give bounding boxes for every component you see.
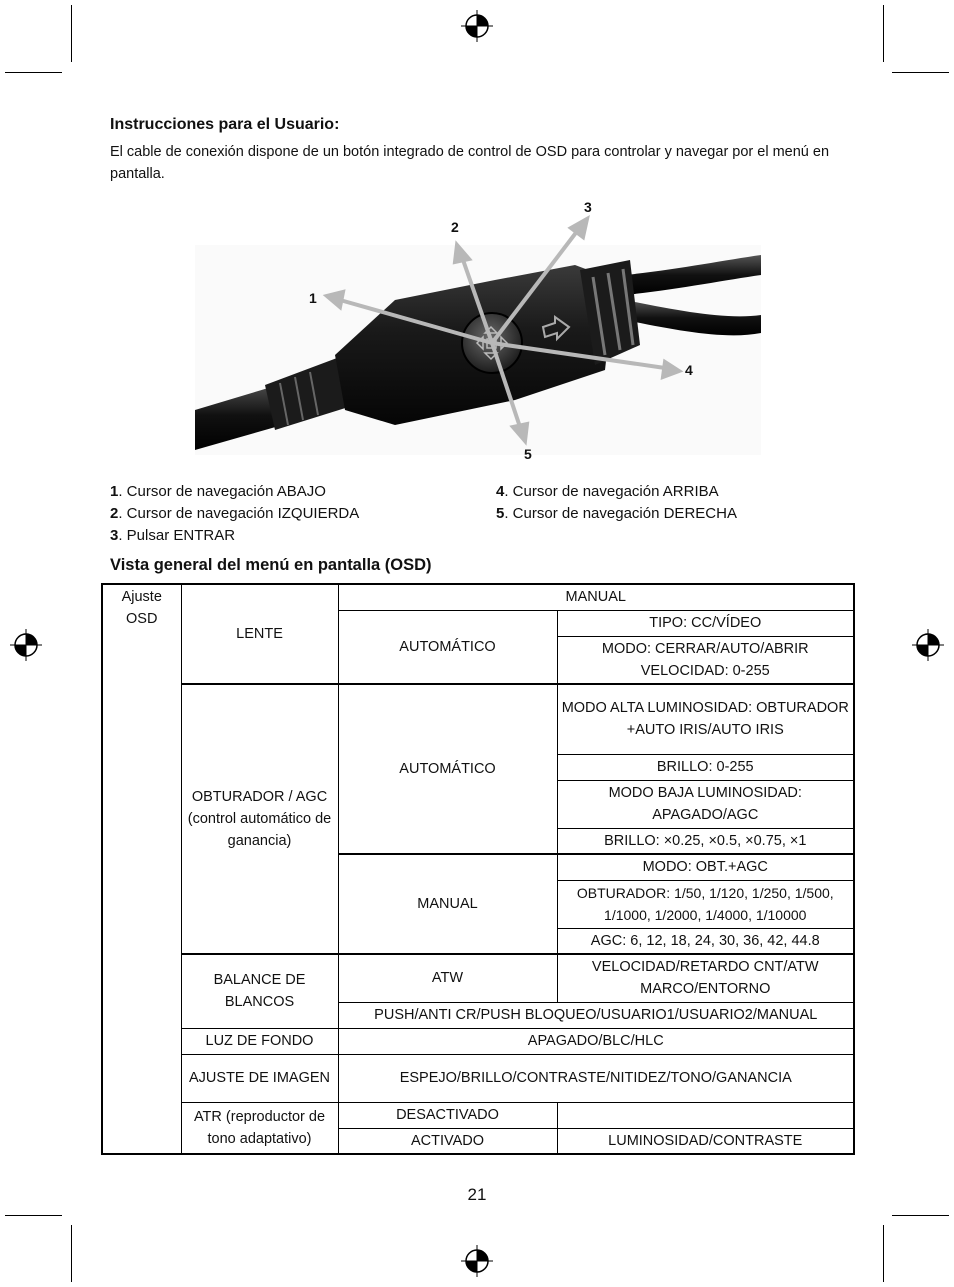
crop-mark xyxy=(5,72,62,73)
table-cell: APAGADO/BLC/HLC xyxy=(338,1028,854,1054)
osd-cable-photo xyxy=(195,195,761,465)
callout-label-3: 3 xyxy=(584,199,592,215)
table-cell-luz-fondo: LUZ DE FONDO xyxy=(181,1028,338,1054)
table-cell: AUTOMÁTICO xyxy=(338,684,557,854)
legend-right xyxy=(496,481,737,525)
table-cell: MANUAL xyxy=(338,854,557,954)
legend-left xyxy=(110,481,359,547)
callout-label-5: 5 xyxy=(524,446,532,462)
registration-mark-icon xyxy=(10,629,42,661)
table-cell: PUSH/ANTI CR/PUSH BLOQUEO/USUARIO1/USUARIO2/MANUAL xyxy=(338,1002,854,1028)
table-cell-empty xyxy=(557,1102,854,1128)
table-cell: LUMINOSIDAD/CONTRASTE xyxy=(557,1128,854,1154)
crop-mark xyxy=(883,5,884,62)
osd-title: Vista general del menú en pantalla (OSD) xyxy=(110,556,432,574)
table-cell: MODO: CERRAR/AUTO/ABRIR VELOCIDAD: 0-255 xyxy=(557,636,854,684)
legend-item: 3. Pulsar ENTRAR xyxy=(110,527,236,544)
table-cell: MODO ALTA LUMINOSIDAD: OBTURADOR +AUTO IRIS/AUTO IRIS xyxy=(557,684,854,754)
crop-mark xyxy=(892,1215,949,1216)
legend-item: 4. Cursor de navegación ARRIBA xyxy=(496,483,719,500)
table-cell: TIPO: CC/VÍDEO xyxy=(557,610,854,636)
table-cell-obturador-agc: OBTURADOR / AGC (control automático de ganancia) xyxy=(181,684,338,954)
registration-mark-icon xyxy=(461,1245,493,1277)
table-cell: MODO BAJA LUMINOSIDAD: APAGADO/AGC xyxy=(557,780,854,828)
osd-menu-table xyxy=(101,583,855,1155)
table-cell: MODO: OBT.+AGC xyxy=(557,854,854,880)
table-cell: OBTURADOR: 1/50, 1/120, 1/250, 1/500, 1/1000, 1/2000, 1/4000, 1/10000 xyxy=(557,880,854,928)
table-cell: MANUAL xyxy=(338,584,854,610)
callout-label-4: 4 xyxy=(685,362,693,378)
table-cell-atr: ATR (reproductor de tono adaptativo) xyxy=(181,1102,338,1154)
table-cell: DESACTIVADO xyxy=(338,1102,557,1128)
table-cell: BRILLO: 0-255 xyxy=(557,754,854,780)
table-cell-balance: BALANCE DE BLANCOS xyxy=(181,954,338,1028)
callout-label-2: 2 xyxy=(451,219,459,235)
crop-mark xyxy=(5,1215,62,1216)
table-cell-root: Ajuste OSD xyxy=(102,584,181,1154)
table-cell: VELOCIDAD/RETARDO CNT/ATW MARCO/ENTORNO xyxy=(557,954,854,1002)
legend-item: 2. Cursor de navegación IZQUIERDA xyxy=(110,505,360,522)
table-cell: ACTIVADO xyxy=(338,1128,557,1154)
registration-mark-icon xyxy=(461,10,493,42)
table-cell-ajuste-imagen: AJUSTE DE IMAGEN xyxy=(181,1054,338,1102)
crop-mark xyxy=(71,1225,72,1282)
table-cell: ESPEJO/BRILLO/CONTRASTE/NITIDEZ/TONO/GANANCIA xyxy=(338,1054,854,1102)
crop-mark xyxy=(71,5,72,62)
registration-mark-icon xyxy=(912,629,944,661)
table-cell: AUTOMÁTICO xyxy=(338,610,557,684)
page-number: 21 xyxy=(467,1185,487,1204)
table-cell-lente: LENTE xyxy=(181,584,338,684)
table-cell: BRILLO: ×0.25, ×0.5, ×0.75, ×1 xyxy=(557,828,854,854)
section-title: Instrucciones para el Usuario: xyxy=(110,116,340,133)
intro-paragraph: El cable de conexión dispone de un botón integrado de control de OSD para controlar y navegar por el menú en pantalla. xyxy=(110,144,830,182)
legend-item: 1. Cursor de navegación ABAJO xyxy=(110,483,326,500)
callout-label-1: 1 xyxy=(309,290,317,306)
crop-mark xyxy=(883,1225,884,1282)
crop-mark xyxy=(892,72,949,73)
table-cell: ATW xyxy=(338,954,557,1002)
legend-item: 5. Cursor de navegación DERECHA xyxy=(496,505,737,522)
table-cell: AGC: 6, 12, 18, 24, 30, 36, 42, 44.8 xyxy=(557,928,854,954)
